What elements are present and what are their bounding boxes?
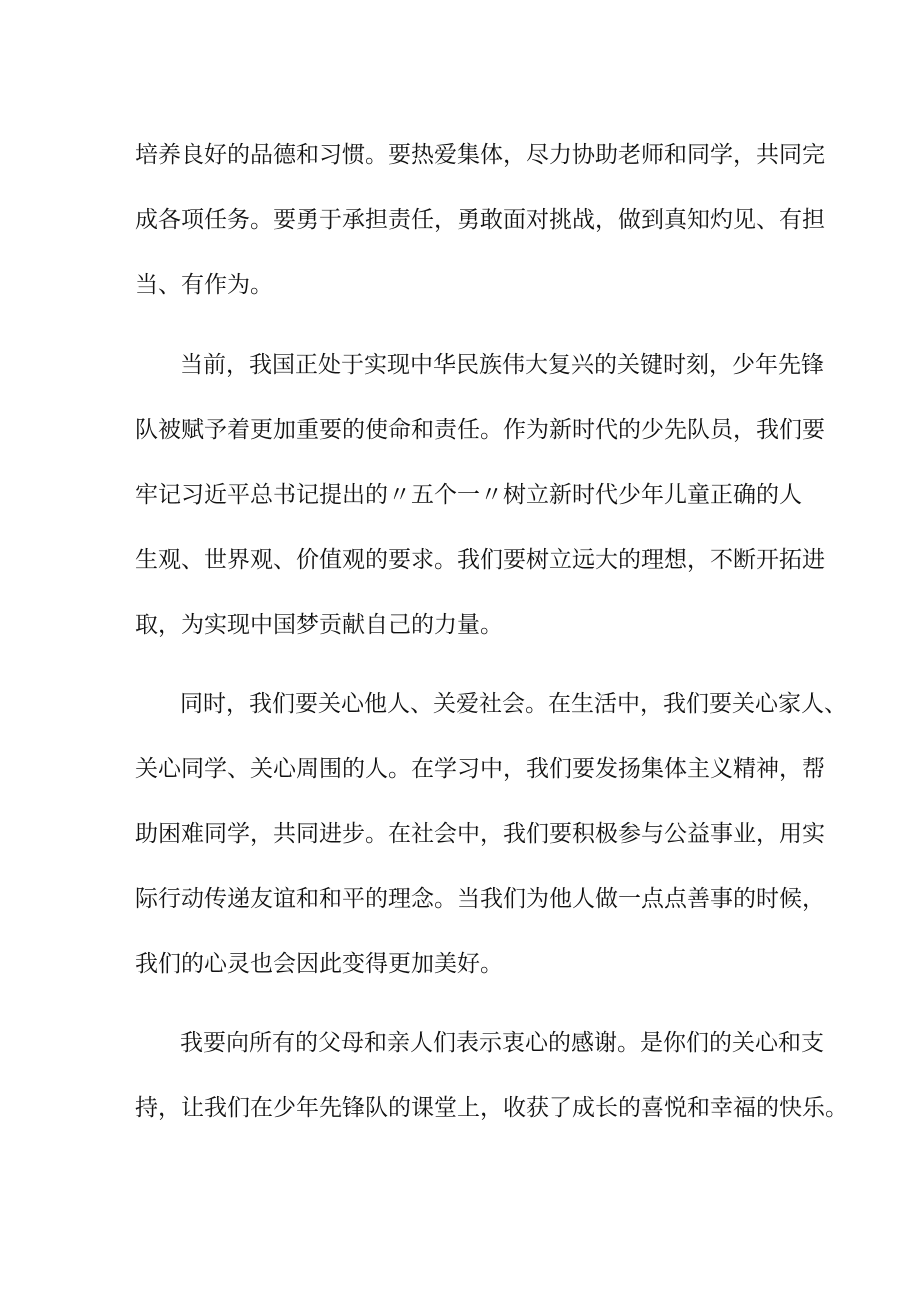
text-line: 我要向所有的父母和亲人们表示衷心的感谢。是你们的关心和支 [180,1030,824,1056]
text-line: 关心同学、关心周围的人。在学习中，我们要发扬集体主义精神，帮 [135,756,825,782]
text-line: 持，让我们在少年先锋队的课堂上，收获了成长的喜悦和幸福的快乐。 [135,1095,848,1121]
text-line: 际行动传递友谊和和平的理念。当我们为他人做一点点善事的时候， [135,886,825,912]
text-line: 队被赋予着更加重要的使命和责任。作为新时代的少先队员，我们要 [135,417,825,443]
text-line: 培养良好的品德和习惯。要热爱集体，尽力协助老师和同学，共同完 [135,142,825,168]
text-line: 当、有作为。 [135,272,273,298]
text-line: 牢记习近平总书记提出的〃五个一〃树立新时代少年儿童正确的人 [135,482,802,508]
text-line: 生观、世界观、价值观的要求。我们要树立远大的理想，不断开拓进 [135,547,825,573]
text-line: 我们的心灵也会因此变得更加美好。 [135,951,503,977]
text-line: 助困难同学，共同进步。在社会中，我们要积极参与公益事业，用实 [135,821,825,847]
text-line: 成各项任务。要勇于承担责任，勇敢面对挑战，做到真知灼见、有担 [135,207,825,233]
text-line: 取，为实现中国梦贡献自己的力量。 [135,612,503,638]
text-line: 同时，我们要关心他人、关爱社会。在生活中，我们要关心家人、 [180,691,847,717]
text-line: 当前，我国正处于实现中华民族伟大复兴的关键时刻，少年先锋 [180,352,824,378]
